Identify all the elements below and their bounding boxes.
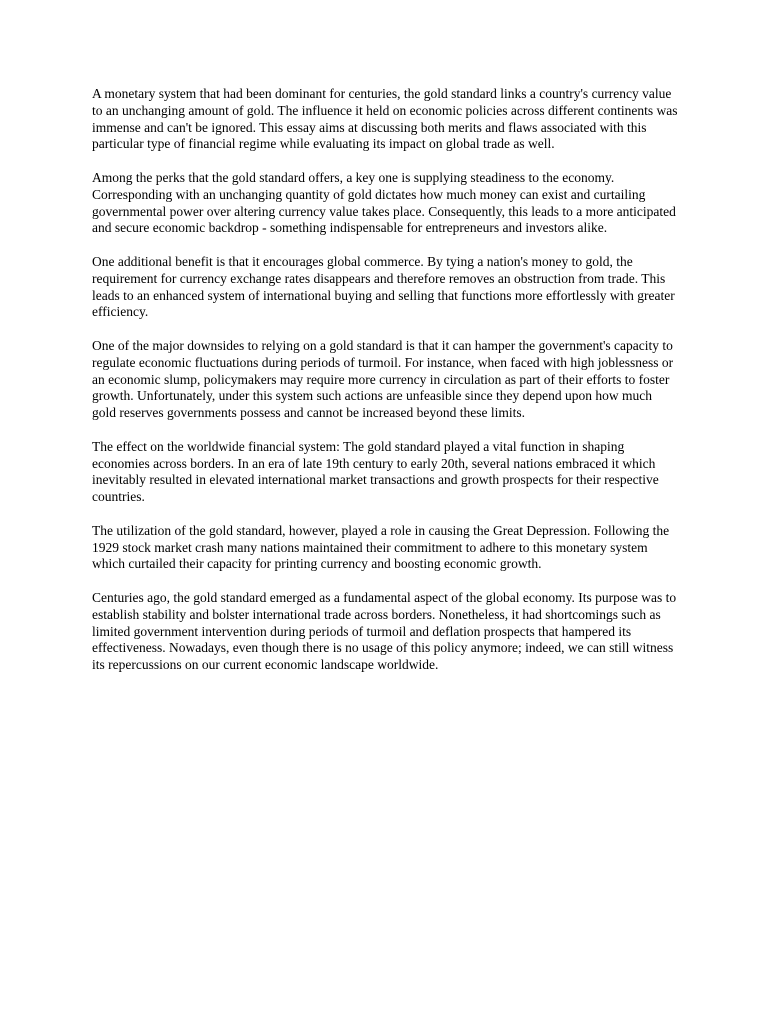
paragraph-stability: Among the perks that the gold standard offers, a key one is supplying steadiness to the economy. Corresponding with an unchanging quantity of gold dictates how much money can exist and curtailing governmental power over altering currency value takes place. Consequently, this leads to a more anticipated and secure economic backdrop - something indispensable for entrepreneurs and investors alike. — [92, 169, 676, 236]
paragraph-worldwide-effect: The effect on the worldwide financial system: The gold standard played a vital function in shaping economies across borders. In an era of late 19th century to early 20th, several nations embraced it which inevitably resulted in elevated international market transactions and growth prospects for their respective countries. — [92, 438, 659, 505]
paragraph-downsides: One of the major downsides to relying on a gold standard is that it can hamper the government's capacity to regulate economic fluctuations during periods of turmoil. For instance, when faced with high joblessness or an economic slump, policymakers may require more currency in circulation as part of their efforts to foster growth. Unfortunately, under this system such actions are unfeasible since they depend upon how much gold reserves governments possess and cannot be increased beyond these limits. — [92, 337, 674, 421]
paragraph-commerce: One additional benefit is that it encourages global commerce. By tying a nation's money to gold, the requirement for currency exchange rates disappears and therefore removes an obstruction from trade. This leads to an enhanced system of international buying and selling that functions more effortlessly with greater efficiency. — [92, 253, 675, 320]
paragraph-great-depression: The utilization of the gold standard, however, played a role in causing the Great Depression. Following the 1929 stock market crash many nations maintained their commitment to adhere to this monetary system which curtailed their capacity for printing currency and boosting economic growth. — [92, 522, 670, 572]
paragraph-intro: A monetary system that had been dominant for centuries, the gold standard links a country's currency value to an unchanging amount of gold. The influence it held on economic policies across different continents was immense and can't be ignored. This essay aims at discussing both merits and flaws associated with this particular type of financial regime while evaluating its impact on global trade as well. — [92, 86, 678, 152]
paragraph-conclusion: Centuries ago, the gold standard emerged as a fundamental aspect of the global economy. Its purpose was to establish stability and bolster international trade across borders. Nonetheless, it had shortcomings such as limited government intervention during periods of turmoil and deflation prospects that hampered its effectiveness. Nowadays, even though there is no usage of this policy anymore; indeed, we can still witness its repercussions on our current economic landscape worldwide. — [92, 589, 677, 673]
document-body — [92, 86, 678, 691]
